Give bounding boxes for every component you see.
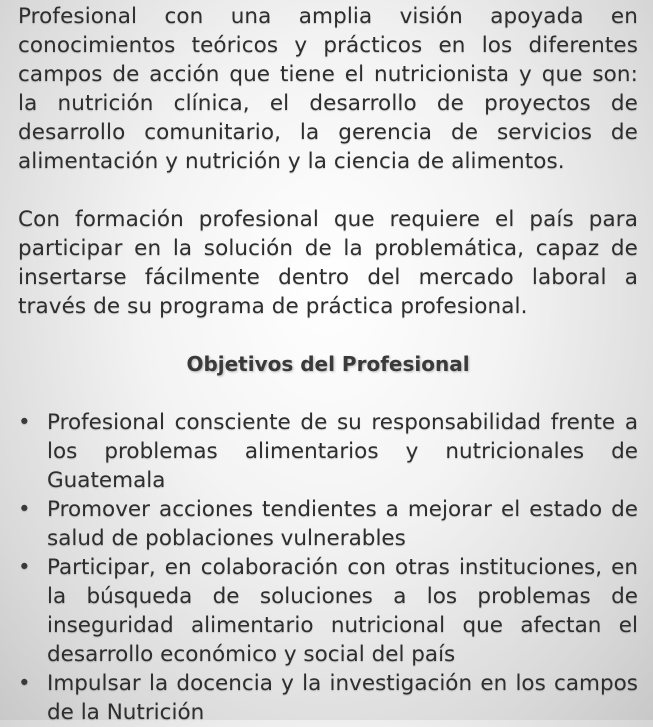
profile-paragraph-1: Profesional con una amplia visión apoyada en conocimientos teóricos y prácticos en los diferentes campos de acción que tiene el nutricionista y que son: la nutrición clínica, el desarrollo de proyectos de desarrollo comunitario, la gerencia de servicios de alimentación y nutrición y la ciencia de alimentos. — [18, 4, 638, 174]
list-item-text: Impulsar la docencia y la investigación en los campos de la Nutrición — [47, 671, 638, 725]
bullet-icon: • — [18, 671, 31, 696]
list-item-text: Participar, en colaboración con otras instituciones, en la búsqueda de soluciones a los problemas de inseguridad alimentario nutricional que afectan el desarrollo económico y social del país — [47, 555, 638, 667]
objectives-list — [18, 408, 638, 727]
list-item — [18, 553, 638, 669]
profile-paragraph-2: Con formación profesional que requiere el país para participar en la solución de la problemática, capaz de insertarse fácilmente dentro del mercado laboral a través de su programa de práctica profesional. — [18, 207, 638, 319]
bullet-icon: • — [18, 497, 31, 522]
document-page — [18, 2, 638, 727]
list-item-text: Promover acciones tendientes a mejorar el estado de salud de poblaciones vulnerables — [47, 497, 638, 551]
list-item-text: Profesional consciente de su responsabilidad frente a los problemas alimentarios y nutricionales de Guatemala — [47, 410, 638, 493]
bullet-icon: • — [18, 410, 31, 435]
objectives-heading: Objetivos del Profesional — [186, 352, 470, 376]
list-item — [18, 669, 638, 727]
bullet-icon: • — [18, 555, 31, 580]
list-item — [18, 408, 638, 495]
list-item — [18, 495, 638, 553]
